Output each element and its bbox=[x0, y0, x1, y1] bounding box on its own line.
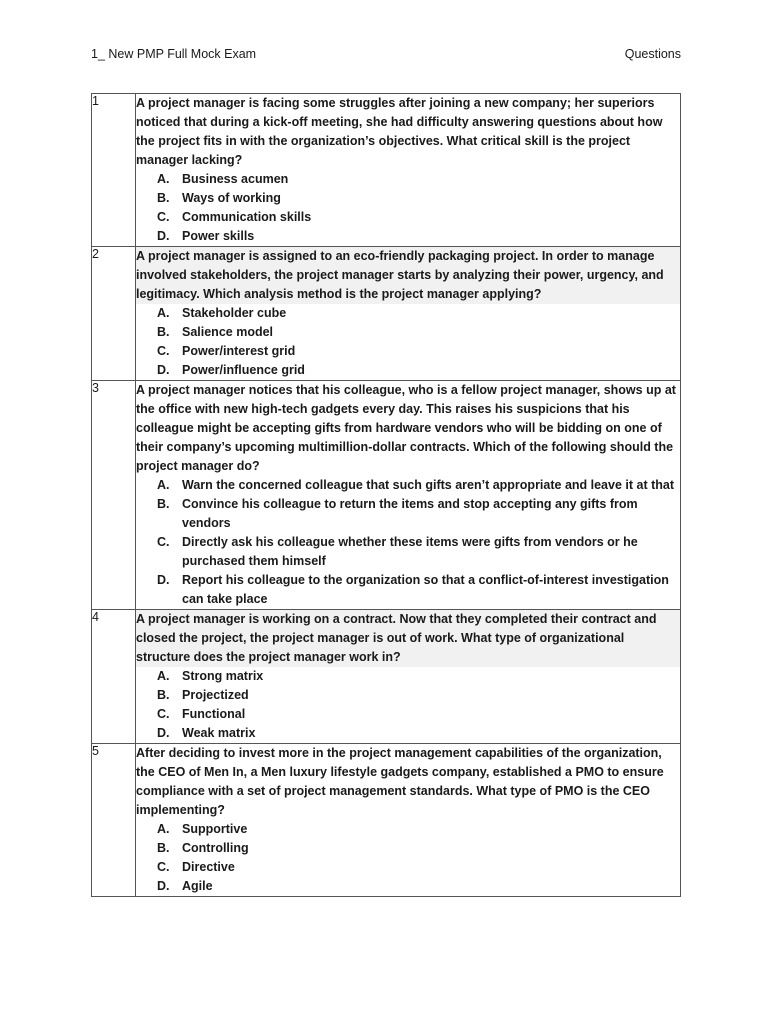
option-letter: D. bbox=[157, 879, 170, 893]
question-body bbox=[136, 744, 681, 897]
answer-option bbox=[136, 189, 680, 208]
question-number: 3 bbox=[92, 381, 136, 610]
answer-options bbox=[136, 476, 680, 609]
option-text: Supportive bbox=[182, 822, 248, 836]
question-row bbox=[92, 381, 681, 610]
option-letter: B. bbox=[157, 688, 170, 702]
answer-option bbox=[136, 686, 680, 705]
option-letter: B. bbox=[157, 497, 170, 511]
option-letter: A. bbox=[157, 172, 170, 186]
option-letter: B. bbox=[157, 841, 170, 855]
question-number: 4 bbox=[92, 610, 136, 744]
option-text: Report his colleague to the organization so that a conflict-of-interest investigation can take place bbox=[182, 573, 669, 606]
question-number: 1 bbox=[92, 94, 136, 247]
option-text: Power/influence grid bbox=[182, 363, 305, 377]
answer-option bbox=[136, 705, 680, 724]
answer-option bbox=[136, 820, 680, 839]
option-letter: A. bbox=[157, 478, 170, 492]
question-row bbox=[92, 247, 681, 381]
answer-option bbox=[136, 476, 680, 495]
answer-option bbox=[136, 495, 680, 533]
answer-options bbox=[136, 170, 680, 246]
answer-option bbox=[136, 839, 680, 858]
question-stem: A project manager is facing some struggles after joining a new company; her superiors noticed that during a kick-off meeting, she had difficulty answering questions about how the project fits in with the organization’s objectives. What critical skill is the project manager lacking? bbox=[136, 96, 663, 167]
answer-option bbox=[136, 877, 680, 896]
answer-option bbox=[136, 533, 680, 571]
question-number: 5 bbox=[92, 744, 136, 897]
question-stem: A project manager notices that his colleague, who is a fellow project manager, shows up at the office with new high-tech gadgets every day. This raises his suspicions that his colleague might be accepting gifts from hardware vendors who will be bidding on one of their company’s upcoming multimillion-dollar contracts. Which of the following should the project manager do? bbox=[136, 383, 676, 473]
answer-option bbox=[136, 724, 680, 743]
option-text: Agile bbox=[182, 879, 213, 893]
question-body bbox=[136, 247, 681, 381]
answer-options bbox=[136, 820, 680, 896]
question-body bbox=[136, 94, 681, 247]
question-stem: A project manager is working on a contract. Now that they completed their contract and closed the project, the project manager is out of work. What type of organizational structure does the project manager work in? bbox=[136, 610, 680, 667]
answer-option bbox=[136, 667, 680, 686]
answer-option bbox=[136, 208, 680, 227]
option-text: Salience model bbox=[182, 325, 274, 339]
answer-option bbox=[136, 170, 680, 189]
answer-option bbox=[136, 342, 680, 361]
answer-option bbox=[136, 858, 680, 877]
question-row bbox=[92, 610, 681, 744]
option-text: Power skills bbox=[182, 229, 255, 243]
option-letter: C. bbox=[157, 210, 170, 224]
question-number: 2 bbox=[92, 247, 136, 381]
option-text: Convince his colleague to return the items and stop accepting any gifts from vendors bbox=[182, 497, 638, 530]
option-letter: A. bbox=[157, 822, 170, 836]
option-letter: D. bbox=[157, 229, 170, 243]
answer-options bbox=[136, 304, 680, 380]
question-stem: A project manager is assigned to an eco-friendly packaging project. In order to manage involved stakeholders, the project manager starts by analyzing their power, urgency, and legitimacy. Which analysis method is the project manager applying? bbox=[136, 247, 680, 304]
option-letter: C. bbox=[157, 535, 170, 549]
option-text: Directly ask his colleague whether these items were gifts from vendors or he purchased them himself bbox=[182, 535, 638, 568]
question-row bbox=[92, 94, 681, 247]
option-text: Communication skills bbox=[182, 210, 312, 224]
option-text: Controlling bbox=[182, 841, 249, 855]
option-text: Strong matrix bbox=[182, 669, 264, 683]
option-letter: A. bbox=[157, 306, 170, 320]
option-text: Power/interest grid bbox=[182, 344, 296, 358]
option-letter: C. bbox=[157, 707, 170, 721]
option-text: Warn the concerned colleague that such gifts aren’t appropriate and leave it at that bbox=[182, 478, 674, 492]
option-letter: C. bbox=[157, 860, 170, 874]
option-text: Weak matrix bbox=[182, 726, 256, 740]
answer-option bbox=[136, 227, 680, 246]
section-label: Questions bbox=[624, 47, 681, 61]
option-text: Stakeholder cube bbox=[182, 306, 287, 320]
option-text: Directive bbox=[182, 860, 235, 874]
questions-table bbox=[91, 93, 681, 897]
option-letter: D. bbox=[157, 363, 170, 377]
exam-title: 1_ New PMP Full Mock Exam bbox=[91, 47, 257, 61]
question-stem: After deciding to invest more in the project management capabilities of the organization, the CEO of Men In, a Men luxury lifestyle gadgets company, established a PMO to ensure compliance with a set of project management standards. What type of PMO is the CEO implementing? bbox=[136, 746, 664, 817]
question-row bbox=[92, 744, 681, 897]
answer-option bbox=[136, 571, 680, 609]
option-text: Projectized bbox=[182, 688, 249, 702]
option-letter: D. bbox=[157, 573, 170, 587]
option-text: Ways of working bbox=[182, 191, 281, 205]
option-letter: D. bbox=[157, 726, 170, 740]
answer-option bbox=[136, 361, 680, 380]
option-letter: C. bbox=[157, 344, 170, 358]
option-text: Business acumen bbox=[182, 172, 289, 186]
option-letter: B. bbox=[157, 191, 170, 205]
option-letter: B. bbox=[157, 325, 170, 339]
page-header bbox=[91, 47, 681, 65]
option-letter: A. bbox=[157, 669, 170, 683]
question-body bbox=[136, 610, 681, 744]
answer-option bbox=[136, 323, 680, 342]
answer-option bbox=[136, 304, 680, 323]
question-body bbox=[136, 381, 681, 610]
answer-options bbox=[136, 667, 680, 743]
option-text: Functional bbox=[182, 707, 246, 721]
